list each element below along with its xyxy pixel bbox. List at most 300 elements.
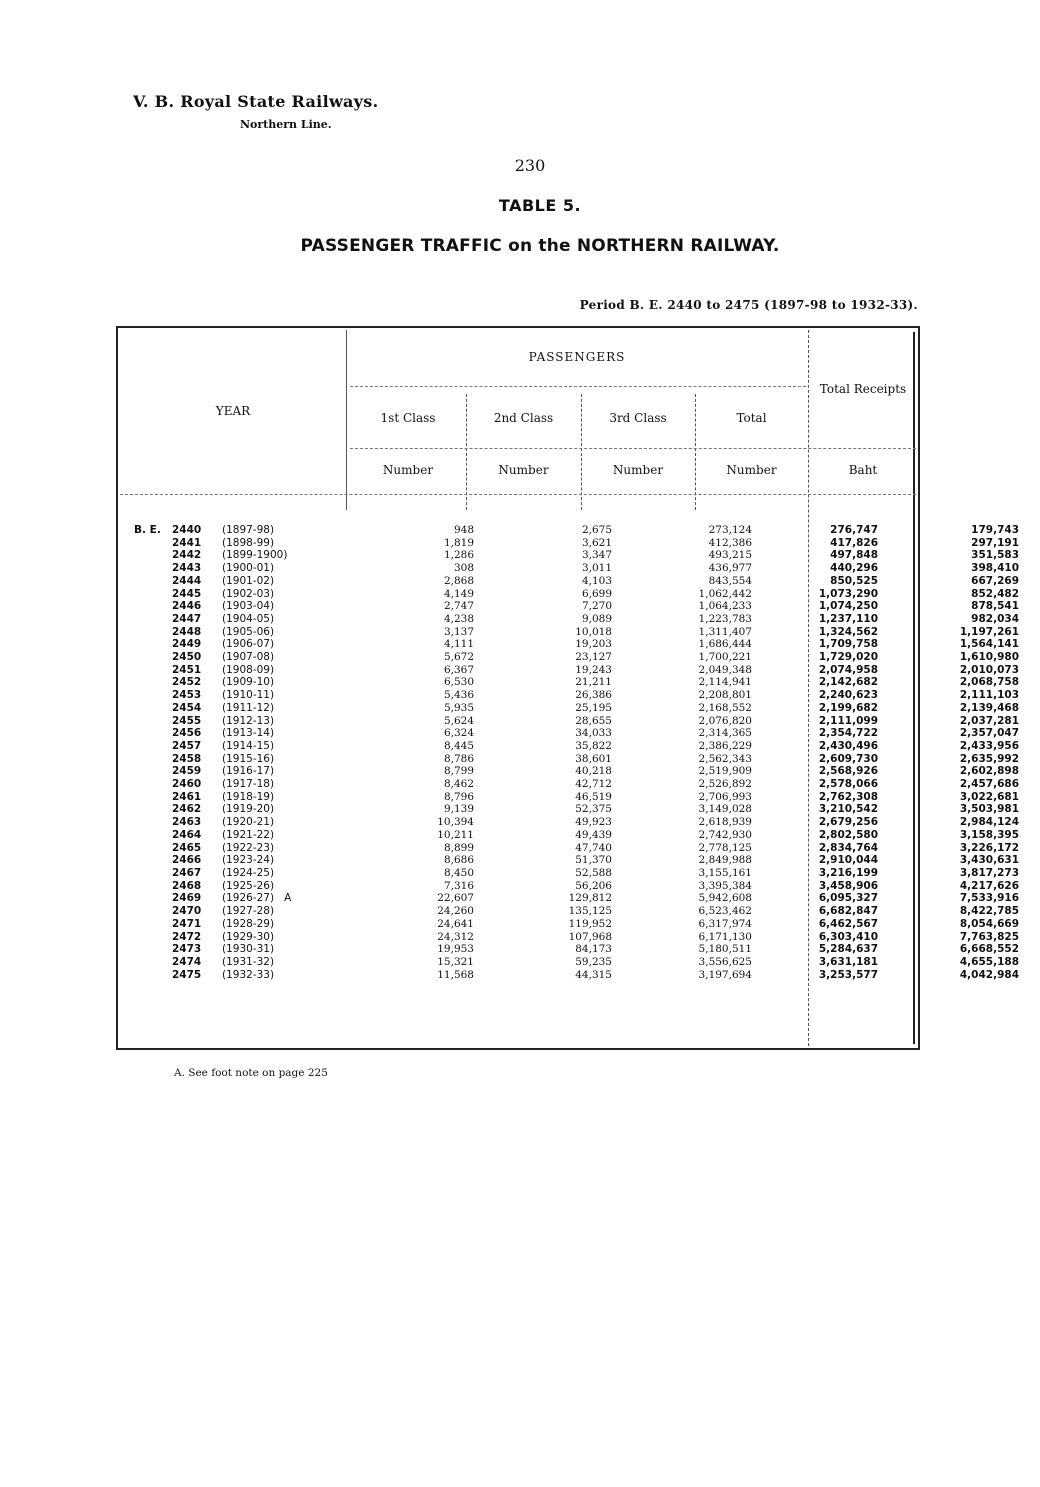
era-label [120, 753, 172, 766]
receipts-value: 7,533,916 [959, 892, 1019, 905]
total-value: 3,253,577 [818, 968, 878, 981]
total-value: 1,709,758 [818, 638, 878, 651]
total-value: 6,303,410 [818, 930, 878, 943]
first-class-value: 8,445 [443, 739, 474, 752]
be-year: 2466 [172, 854, 202, 867]
total-value: 2,910,044 [818, 854, 878, 867]
ad-year: (1917-18) [222, 778, 275, 791]
be-year: 2475 [172, 968, 202, 981]
ad-year: (1903-04) [222, 600, 275, 613]
first-class-value: 8,462 [443, 778, 474, 791]
total-value: 2,578,066 [818, 778, 878, 791]
ad-year: (1925-26) [222, 879, 275, 892]
first-class-value: 24,641 [437, 917, 474, 930]
be-year: 2450 [172, 651, 202, 664]
first-class-value: 948 [453, 524, 474, 536]
table-row [120, 892, 1035, 905]
first-class-value: 4,111 [443, 638, 474, 651]
be-year: 2474 [172, 955, 202, 968]
be-year: 2469 [172, 892, 202, 905]
total-value: 2,430,496 [818, 739, 878, 752]
table-row [120, 829, 1035, 842]
be-year: 2473 [172, 943, 202, 956]
second-class-unit: Number [498, 463, 549, 477]
table-row [120, 803, 1035, 816]
second-class-value: 59,235 [575, 955, 612, 968]
second-class-value: 6,699 [581, 587, 612, 600]
era-label [120, 676, 172, 689]
first-class-value: 24,260 [437, 905, 474, 918]
table-row [120, 931, 1035, 944]
ad-year: (1908-09) [222, 663, 275, 676]
total-value: 2,679,256 [818, 816, 878, 829]
table-row [120, 969, 1035, 982]
third-class-value: 3,155,161 [698, 866, 752, 879]
be-year: 2444 [172, 574, 202, 587]
be-year: 2440 [172, 524, 202, 536]
receipts-header: Total Receipts [819, 382, 907, 396]
first-class-value: 8,450 [443, 866, 474, 879]
third-class-value: 3,556,625 [698, 955, 752, 968]
receipts-value: 2,984,124 [959, 816, 1019, 829]
first-class-value: 4,149 [443, 587, 474, 600]
total-value: 850,525 [830, 574, 878, 587]
receipts-value: 2,357,047 [959, 727, 1019, 740]
second-class-value: 34,033 [575, 727, 612, 740]
be-year: 2447 [172, 612, 202, 625]
second-class-value: 56,206 [575, 879, 612, 892]
first-class-value: 3,137 [443, 625, 474, 638]
first-class-value: 8,796 [443, 790, 474, 803]
first-class-value: 6,367 [443, 663, 474, 676]
total-header: Total [736, 411, 767, 425]
third-class-value: 436,977 [708, 562, 752, 575]
era-label [120, 892, 172, 905]
ad-year: (1901-02) [222, 574, 275, 587]
era-label [120, 689, 172, 702]
receipts-value: 2,457,686 [959, 778, 1019, 791]
table-row [120, 613, 1035, 626]
second-class-value: 28,655 [575, 714, 612, 727]
table-row [120, 753, 1035, 766]
receipts-value: 2,037,281 [959, 714, 1019, 727]
receipts-value: 4,217,626 [959, 879, 1019, 892]
total-value: 2,111,099 [818, 714, 878, 727]
era-label [120, 715, 172, 728]
receipts-value: 3,158,395 [959, 828, 1019, 841]
ad-year: (1931-32) [222, 955, 275, 968]
table-row [120, 524, 1035, 537]
table-row [120, 740, 1035, 753]
era-label [120, 727, 172, 740]
receipts-value: 8,422,785 [959, 905, 1019, 918]
first-class-unit: Number [382, 463, 434, 477]
table-row [120, 842, 1035, 855]
receipts-value: 351,583 [971, 549, 1019, 562]
era-label [120, 575, 172, 588]
total-value: 2,240,623 [818, 689, 878, 702]
total-value: 6,095,327 [818, 892, 878, 905]
be-year: 2470 [172, 905, 202, 918]
table-row [120, 575, 1035, 588]
be-year: 2468 [172, 879, 202, 892]
total-value: 3,458,906 [818, 879, 878, 892]
table-row [120, 880, 1035, 893]
be-year: 2458 [172, 752, 202, 765]
first-class-value: 10,211 [437, 828, 474, 841]
ad-year: (1930-31) [222, 943, 275, 956]
be-year: 2449 [172, 638, 202, 651]
era-label [120, 867, 172, 880]
total-value: 440,296 [830, 562, 878, 575]
year-header: YEAR [215, 404, 251, 418]
be-year: 2462 [172, 803, 202, 816]
first-class-value: 1,819 [443, 536, 474, 549]
first-class-value: 8,686 [443, 854, 474, 867]
receipts-value: 179,743 [971, 524, 1019, 536]
first-class-value: 24,312 [437, 930, 474, 943]
receipts-value: 2,139,468 [959, 701, 1019, 714]
ad-year: (1932-33) [222, 968, 275, 981]
total-value: 3,631,181 [818, 955, 878, 968]
table-row [120, 537, 1035, 550]
receipts-value: 3,430,631 [959, 854, 1019, 867]
receipts-value: 297,191 [971, 536, 1019, 549]
table-row [120, 588, 1035, 601]
era-label [120, 803, 172, 816]
be-year: 2441 [172, 536, 202, 549]
second-class-value: 19,203 [575, 638, 612, 651]
ad-year: (1905-06) [222, 625, 275, 638]
era-label [120, 816, 172, 829]
era-label [120, 969, 172, 982]
second-class-value: 35,822 [575, 739, 612, 752]
ad-year: (1916-17) [222, 765, 275, 778]
first-class-value: 6,324 [443, 727, 474, 740]
ad-year: (1926-27) A [222, 892, 292, 905]
divider [350, 386, 806, 387]
table-row [120, 791, 1035, 804]
receipts-value: 2,068,758 [959, 676, 1019, 689]
third-class-value: 3,395,384 [698, 879, 752, 892]
first-class-value: 1,286 [443, 549, 474, 562]
table-row [120, 562, 1035, 575]
total-value: 2,354,722 [818, 727, 878, 740]
ad-year: (1904-05) [222, 612, 275, 625]
total-value: 6,462,567 [818, 917, 878, 930]
table-name: TABLE 5. [498, 196, 582, 215]
be-year: 2445 [172, 587, 202, 600]
be-year: 2446 [172, 600, 202, 613]
third-class-value: 2,778,125 [698, 841, 752, 854]
table-row [120, 956, 1035, 969]
table-row [120, 626, 1035, 639]
receipts-value: 7,763,825 [959, 930, 1019, 943]
second-class-value: 40,218 [575, 765, 612, 778]
second-class-value: 38,601 [575, 752, 612, 765]
third-class-value: 2,386,229 [698, 739, 752, 752]
third-class-value: 6,171,130 [698, 930, 752, 943]
second-class-value: 3,621 [581, 536, 612, 549]
period-caption: Period B. E. 2440 to 2475 (1897-98 to 1932-33). [579, 298, 918, 312]
second-class-value: 52,375 [575, 803, 612, 816]
table-row [120, 816, 1035, 829]
ad-year: (1918-19) [222, 790, 275, 803]
first-class-value: 308 [453, 562, 474, 575]
receipts-value: 982,034 [971, 612, 1019, 625]
ad-year: (1920-21) [222, 816, 275, 829]
second-class-value: 7,270 [581, 600, 612, 613]
era-label: B. E. [134, 524, 161, 536]
third-class-value: 273,124 [708, 524, 752, 536]
third-class-value: 1,311,407 [698, 625, 752, 638]
divider [120, 494, 916, 495]
ad-year: (1912-13) [222, 714, 275, 727]
second-class-value: 9,089 [581, 612, 612, 625]
passengers-group-header: PASSENGERS [528, 350, 626, 364]
third-class-value: 6,317,974 [698, 917, 752, 930]
be-year: 2471 [172, 917, 202, 930]
era-label [120, 956, 172, 969]
second-class-value: 129,812 [568, 892, 612, 905]
table-row [120, 651, 1035, 664]
total-value: 2,802,580 [818, 828, 878, 841]
second-class-value: 51,370 [575, 854, 612, 867]
table-row [120, 638, 1035, 651]
third-class-value: 5,180,511 [698, 943, 752, 956]
receipts-value: 1,197,261 [959, 625, 1019, 638]
second-class-header: 2nd Class [493, 411, 554, 425]
third-class-value: 2,076,820 [698, 714, 752, 727]
era-label [120, 905, 172, 918]
era-label [120, 854, 172, 867]
ad-year: (1900-01) [222, 562, 275, 575]
third-class-value: 2,314,365 [698, 727, 752, 740]
third-class-value: 2,519,909 [698, 765, 752, 778]
ad-year: (1902-03) [222, 587, 275, 600]
third-class-value: 2,114,941 [698, 676, 752, 689]
second-class-value: 49,439 [575, 828, 612, 841]
era-label [120, 613, 172, 626]
third-class-value: 493,215 [708, 549, 752, 562]
third-class-value: 412,386 [708, 536, 752, 549]
first-class-value: 9,139 [443, 803, 474, 816]
era-label [120, 740, 172, 753]
total-value: 1,073,290 [818, 587, 878, 600]
ad-year: (1899-1900) [222, 549, 288, 562]
first-class-value: 19,953 [437, 943, 474, 956]
third-class-value: 843,554 [708, 574, 752, 587]
total-unit: Number [726, 463, 777, 477]
era-label [120, 651, 172, 664]
first-class-value: 15,321 [437, 955, 474, 968]
first-class-value: 6,530 [443, 676, 474, 689]
second-class-value: 3,011 [581, 562, 612, 575]
third-class-value: 2,526,892 [698, 778, 752, 791]
first-class-value: 5,672 [443, 651, 474, 664]
be-year: 2454 [172, 701, 202, 714]
table-row [120, 867, 1035, 880]
total-value: 1,074,250 [818, 600, 878, 613]
era-label [120, 918, 172, 931]
third-class-value: 1,223,783 [698, 612, 752, 625]
second-class-value: 119,952 [568, 917, 612, 930]
ad-year: (1909-10) [222, 676, 275, 689]
first-class-value: 5,436 [443, 689, 474, 702]
receipts-value: 8,054,669 [959, 917, 1019, 930]
be-year: 2455 [172, 714, 202, 727]
first-class-value: 5,935 [443, 701, 474, 714]
third-class-value: 1,062,442 [698, 587, 752, 600]
receipts-value: 2,433,956 [959, 739, 1019, 752]
third-class-value: 2,562,343 [698, 752, 752, 765]
table-row [120, 664, 1035, 677]
be-year: 2448 [172, 625, 202, 638]
second-class-value: 49,923 [575, 816, 612, 829]
second-class-value: 3,347 [581, 549, 612, 562]
second-class-value: 84,173 [575, 943, 612, 956]
be-year: 2463 [172, 816, 202, 829]
third-class-value: 1,686,444 [698, 638, 752, 651]
receipts-value: 667,269 [971, 574, 1019, 587]
ad-year: (1921-22) [222, 828, 275, 841]
ad-year: (1927-28) [222, 905, 275, 918]
receipts-value: 6,668,552 [959, 943, 1019, 956]
be-year: 2457 [172, 739, 202, 752]
be-year: 2443 [172, 562, 202, 575]
second-class-value: 52,588 [575, 866, 612, 879]
second-class-value: 2,675 [581, 524, 612, 536]
table-row [120, 689, 1035, 702]
total-value: 497,848 [830, 549, 878, 562]
first-class-value: 4,238 [443, 612, 474, 625]
third-class-value: 2,706,993 [698, 790, 752, 803]
ad-year: (1897-98) [222, 524, 275, 536]
total-value: 5,284,637 [818, 943, 878, 956]
receipts-value: 3,503,981 [959, 803, 1019, 816]
ad-year: (1923-24) [222, 854, 275, 867]
third-class-value: 1,700,221 [698, 651, 752, 664]
ad-year: (1924-25) [222, 866, 275, 879]
ad-year: (1913-14) [222, 727, 275, 740]
era-label [120, 664, 172, 677]
second-class-value: 21,211 [575, 676, 612, 689]
third-class-value: 5,942,608 [698, 892, 752, 905]
ad-year: (1898-99) [222, 536, 275, 549]
line-name: Northern Line. [240, 118, 332, 131]
first-class-value: 8,899 [443, 841, 474, 854]
third-class-value: 3,149,028 [698, 803, 752, 816]
ad-year: (1910-11) [222, 689, 275, 702]
second-class-value: 135,125 [568, 905, 612, 918]
first-class-value: 11,568 [437, 968, 474, 981]
third-class-value: 2,618,939 [698, 816, 752, 829]
era-label [120, 588, 172, 601]
era-label [120, 549, 172, 562]
era-label [120, 791, 172, 804]
third-class-value: 2,208,801 [698, 689, 752, 702]
receipts-value: 3,022,681 [959, 790, 1019, 803]
second-class-value: 47,740 [575, 841, 612, 854]
receipts-value: 3,817,273 [959, 866, 1019, 879]
footnote: A. See foot note on page 225 [174, 1067, 328, 1079]
ad-year: (1914-15) [222, 739, 275, 752]
table-row [120, 765, 1035, 778]
third-class-value: 3,197,694 [698, 968, 752, 981]
table-title: PASSENGER TRAFFIC on the NORTHERN RAILWAY. [300, 236, 780, 256]
second-class-value: 46,519 [575, 790, 612, 803]
second-class-value: 26,386 [575, 689, 612, 702]
be-year: 2451 [172, 663, 202, 676]
table-row [120, 943, 1035, 956]
third-class-unit: Number [612, 463, 664, 477]
total-value: 276,747 [830, 524, 878, 536]
table-row [120, 702, 1035, 715]
total-value: 1,729,020 [818, 651, 878, 664]
era-label [120, 537, 172, 550]
receipts-value: 4,655,188 [959, 955, 1019, 968]
third-class-value: 2,049,348 [698, 663, 752, 676]
be-year: 2461 [172, 790, 202, 803]
ad-year: (1906-07) [222, 638, 275, 651]
passenger-traffic-table [120, 524, 1035, 981]
first-class-value: 8,799 [443, 765, 474, 778]
receipts-value: 2,010,073 [959, 663, 1019, 676]
first-class-value: 8,786 [443, 752, 474, 765]
be-year: 2456 [172, 727, 202, 740]
era-label [120, 638, 172, 651]
first-class-value: 7,316 [443, 879, 474, 892]
era-label [120, 600, 172, 613]
table-row [120, 905, 1035, 918]
be-year: 2465 [172, 841, 202, 854]
third-class-value: 2,168,552 [698, 701, 752, 714]
table-row [120, 676, 1035, 689]
total-value: 2,568,926 [818, 765, 878, 778]
second-class-value: 10,018 [575, 625, 612, 638]
second-class-value: 42,712 [575, 778, 612, 791]
third-class-value: 2,742,930 [698, 828, 752, 841]
ad-year: (1922-23) [222, 841, 275, 854]
first-class-value: 22,607 [437, 892, 474, 905]
total-value: 1,237,110 [818, 612, 878, 625]
total-value: 2,609,730 [818, 752, 878, 765]
total-value: 2,762,308 [818, 790, 878, 803]
be-year: 2459 [172, 765, 202, 778]
first-class-header: 1st Class [380, 411, 436, 425]
receipts-value: 2,602,898 [959, 765, 1019, 778]
second-class-value: 25,195 [575, 701, 612, 714]
table-row [120, 918, 1035, 931]
receipts-value: 1,610,980 [959, 651, 1019, 664]
be-year: 2452 [172, 676, 202, 689]
be-year: 2453 [172, 689, 202, 702]
receipts-value: 398,410 [971, 562, 1019, 575]
ad-year: (1915-16) [222, 752, 275, 765]
receipts-value: 878,541 [971, 600, 1019, 613]
era-label [120, 778, 172, 791]
be-year: 2442 [172, 549, 202, 562]
era-label [120, 626, 172, 639]
era-label [120, 943, 172, 956]
receipts-value: 3,226,172 [959, 841, 1019, 854]
receipts-value: 2,111,103 [959, 689, 1019, 702]
third-class-value: 1,064,233 [698, 600, 752, 613]
first-class-value: 2,868 [443, 574, 474, 587]
be-year: 2460 [172, 778, 202, 791]
total-value: 6,682,847 [818, 905, 878, 918]
table-row [120, 715, 1035, 728]
